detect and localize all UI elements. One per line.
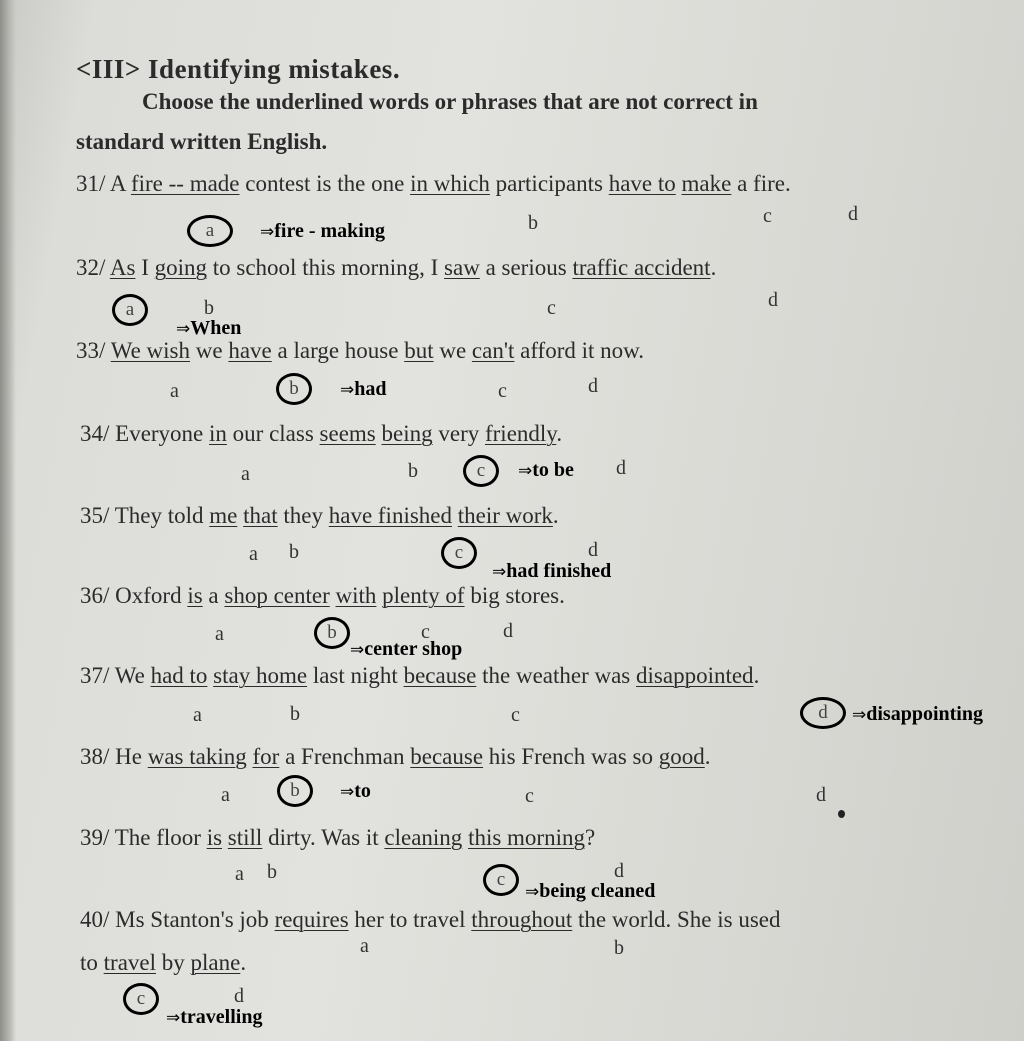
phrase-b: in which	[410, 171, 490, 196]
phrase-d: plenty of	[382, 583, 465, 608]
question-text: ⇒	[166, 1008, 181, 1028]
answer-circle: c	[123, 983, 159, 1015]
answer-circle: c	[483, 864, 519, 896]
phrase-a: fire -- made	[130, 171, 240, 196]
question-text: had	[354, 378, 387, 400]
question-text: a fire.	[731, 171, 791, 196]
question-37	[80, 663, 759, 689]
question-text: 32/	[76, 255, 110, 280]
question-text: her to travel	[348, 907, 472, 932]
option-c-label: c	[763, 205, 772, 227]
question-text: contest is the one	[239, 171, 411, 196]
phrase-d: this morning	[468, 825, 585, 850]
phrase-d: plane	[190, 950, 241, 975]
option-d-label: d	[616, 457, 626, 479]
option-a-label: a	[193, 704, 202, 726]
question-text: our class	[226, 421, 320, 446]
phrase-b: have	[228, 338, 272, 363]
question-text: fire - making	[274, 220, 385, 242]
phrase-b: that	[243, 503, 278, 528]
phrase-a: is	[187, 583, 203, 608]
phrase-d: traffic accident	[572, 255, 711, 280]
option-c-label: c	[547, 297, 556, 319]
question-38	[80, 744, 710, 770]
instruction-line-1: Choose the underlined words or phrases that are not correct in	[142, 89, 758, 114]
question-text: ⇒	[492, 562, 507, 582]
option-a-label: a	[249, 543, 258, 565]
question-31	[76, 171, 791, 197]
question-text: 31/ A	[76, 171, 131, 196]
question-text: .	[704, 744, 711, 769]
question-text: .	[240, 950, 247, 975]
question-text: ⇒	[176, 319, 191, 339]
question-33	[76, 338, 644, 364]
question-text: ⇒	[852, 705, 867, 725]
question-text: they	[277, 503, 329, 528]
phrase-c: because	[410, 744, 484, 769]
correction-note	[340, 378, 387, 401]
question-text: very	[432, 421, 485, 446]
question-text: dirty. Was it	[262, 825, 385, 850]
phrase-d: disappointed	[636, 663, 754, 688]
page-binding-shadow	[0, 0, 16, 1041]
question-text: ⇒	[340, 782, 355, 802]
question-text: a	[202, 583, 225, 608]
option-c-label: c	[498, 380, 507, 402]
phrase-d: can't	[471, 338, 515, 363]
phrase-c: being	[381, 421, 433, 446]
correction-note	[166, 1006, 262, 1029]
question-text: 38/ He	[80, 744, 148, 769]
option-b-label: b	[204, 297, 214, 319]
answer-circle: b	[276, 373, 312, 405]
phrase-a: is	[206, 825, 223, 850]
option-a-label: a	[170, 380, 179, 402]
phrase-c: but	[404, 338, 434, 363]
question-40-line-2	[80, 950, 246, 976]
question-text: 39/ The floor	[80, 825, 207, 850]
option-c-label: c	[511, 704, 520, 726]
phrase-d: make	[681, 171, 732, 196]
question-text: ?	[584, 825, 596, 850]
option-d-label: d	[848, 203, 858, 225]
option-b-label: b	[408, 460, 418, 482]
section-heading: <III> Identifying mistakes.	[76, 54, 401, 84]
phrase-b: shop center	[224, 583, 330, 608]
phrase-a: in	[209, 421, 227, 446]
question-text: .	[552, 503, 559, 528]
question-text: we	[433, 338, 472, 363]
question-34	[80, 421, 562, 447]
phrase-a: As	[109, 255, 136, 280]
question-text: I	[135, 255, 155, 280]
phrase-a: had to	[150, 663, 208, 688]
instruction-line-2: standard written English.	[76, 129, 328, 154]
question-text: ⇒	[260, 222, 275, 242]
answer-circle: d	[800, 697, 846, 729]
answer-circle: a	[112, 294, 148, 326]
question-text: we	[190, 338, 229, 363]
phrase-c: cleaning	[384, 825, 463, 850]
option-c-label: c	[421, 621, 430, 643]
option-a-label: a	[215, 623, 224, 645]
question-text: .	[710, 255, 717, 280]
question-35	[80, 503, 559, 529]
answer-circle: c	[463, 455, 499, 487]
phrase-c: have to	[608, 171, 676, 196]
question-text: When	[190, 317, 242, 339]
question-36	[80, 583, 565, 609]
question-text: by	[156, 950, 191, 975]
question-text: big stores.	[464, 583, 565, 608]
question-text: a Frenchman	[279, 744, 411, 769]
phrase-b: for	[252, 744, 280, 769]
option-b-label: b	[290, 703, 300, 725]
question-32	[76, 255, 716, 281]
question-text: participants	[489, 171, 609, 196]
correction-note	[350, 638, 462, 661]
question-text: 36/ Oxford	[80, 583, 188, 608]
option-d-label: d	[588, 539, 598, 561]
answer-circle: a	[187, 215, 233, 247]
answer-circle: b	[314, 617, 350, 649]
phrase-d: good	[658, 744, 705, 769]
phrase-a: We wish	[110, 338, 191, 363]
phrase-c: travel	[103, 950, 156, 975]
question-text: being cleaned	[539, 880, 656, 902]
correction-note	[176, 317, 241, 340]
phrase-b: stay home	[213, 663, 308, 688]
question-text: a serious	[479, 255, 573, 280]
ink-dot	[838, 810, 845, 818]
phrase-c: have finished	[328, 503, 452, 528]
option-d-label: d	[614, 860, 624, 882]
correction-note	[518, 459, 574, 482]
question-text: travelling	[180, 1006, 263, 1028]
question-text: ⇒	[340, 380, 355, 400]
option-b-label: b	[289, 541, 299, 563]
question-text: .	[753, 663, 760, 688]
question-text: to school this morning, I	[207, 255, 445, 280]
question-text: center shop	[364, 638, 463, 660]
correction-note	[260, 220, 385, 243]
question-text: 40/ Ms Stanton's job	[80, 907, 275, 932]
phrase-d: their work	[457, 503, 553, 528]
question-text: 35/ They told	[80, 503, 210, 528]
option-d-label: d	[588, 375, 598, 397]
option-d-label: d	[503, 620, 513, 642]
phrase-a: me	[209, 503, 238, 528]
phrase-c: saw	[444, 255, 480, 280]
option-a-label: a	[221, 784, 230, 806]
question-text: .	[556, 421, 563, 446]
question-text: disappointing	[866, 703, 983, 725]
question-text: to	[80, 950, 104, 975]
question-text: the world. She is used	[572, 907, 781, 932]
question-40-line-1	[80, 907, 780, 933]
correction-note	[525, 880, 655, 903]
answer-circle: b	[277, 775, 313, 807]
correction-note	[852, 703, 983, 726]
option-d-label: d	[816, 784, 826, 806]
correction-note	[340, 780, 371, 803]
option-c-label: c	[525, 785, 534, 807]
option-b-label: b	[267, 861, 277, 883]
question-text: ⇒	[525, 882, 540, 902]
phrase-a: was taking	[147, 744, 247, 769]
question-text: the weather was	[476, 663, 637, 688]
phrase-b: still	[227, 825, 263, 850]
question-text: to	[354, 780, 371, 802]
option-d-label: d	[768, 289, 778, 311]
phrase-b: throughout	[471, 907, 573, 932]
question-text: ⇒	[350, 640, 365, 660]
phrase-d: friendly	[484, 421, 557, 446]
question-text: ⇒	[518, 461, 533, 481]
question-text: to be	[532, 459, 574, 481]
phrase-c: because	[403, 663, 477, 688]
question-text: a large house	[271, 338, 405, 363]
option-a-label: a	[360, 935, 369, 957]
question-39	[80, 825, 595, 851]
phrase-a: requires	[274, 907, 349, 932]
question-text: his French was so	[483, 744, 659, 769]
option-b-label: b	[528, 212, 538, 234]
option-a-label: a	[235, 863, 244, 885]
question-text: afford it now.	[514, 338, 645, 363]
phrase-b: going	[154, 255, 207, 280]
question-text: 33/	[76, 338, 111, 363]
question-text: 37/ We	[80, 663, 151, 688]
question-text: 34/ Everyone	[80, 421, 210, 446]
correction-note	[492, 560, 611, 583]
answer-circle: c	[441, 537, 477, 569]
question-text: had finished	[506, 560, 612, 582]
question-text: last night	[307, 663, 404, 688]
option-d-label: d	[234, 985, 244, 1007]
option-a-label: a	[241, 463, 250, 485]
option-b-label: b	[614, 937, 624, 959]
phrase-b: seems	[319, 421, 376, 446]
phrase-c: with	[335, 583, 377, 608]
